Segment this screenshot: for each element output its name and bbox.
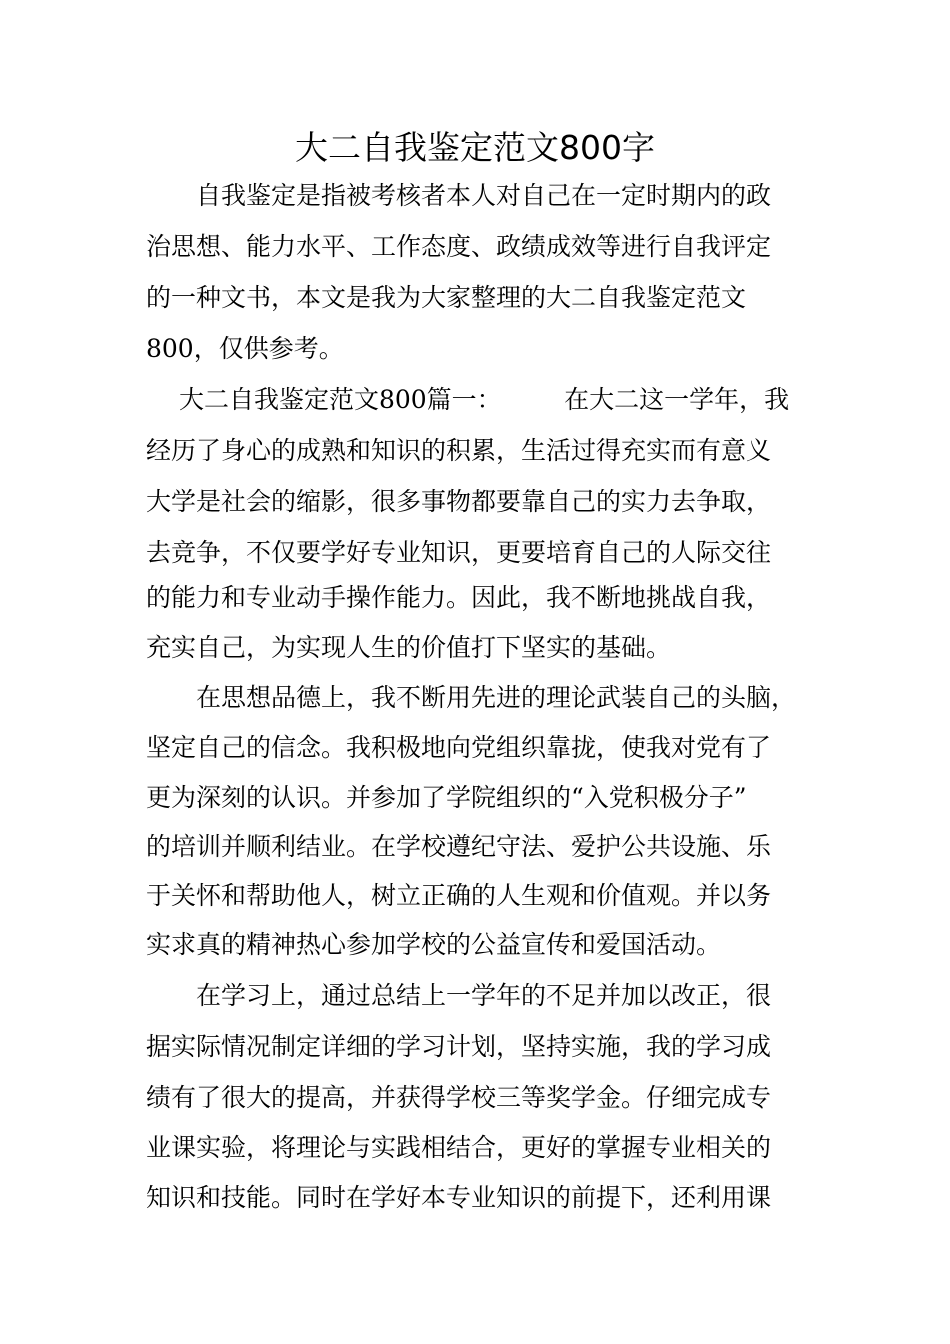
text-line: 知识和技能。同时在学好本专业知识的前提下，还利用课 bbox=[146, 1183, 772, 1212]
text-line: 实求真的精神热心参加学校的公益宣传和爱国活动。 bbox=[146, 930, 722, 959]
text-line: 经历了身心的成熟和知识的积累，生活过得充实而有意义 bbox=[146, 436, 772, 465]
text-line: 坚定自己的信念。我积极地向党组织靠拢，使我对党有了 bbox=[146, 733, 772, 762]
text-line: 去竞争，不仅要学好专业知识，更要培育自己的人际交往 bbox=[146, 538, 772, 567]
text-line: 的一种文书，本文是我为大家整理的大二自我鉴定范文 bbox=[146, 283, 747, 312]
text-line: 大二自我鉴定范文800篇一： 在大二这一学年，我 bbox=[146, 385, 790, 414]
text-line: 的能力和专业动手操作能力。因此，我不断地挑战自我， bbox=[146, 583, 772, 612]
text-line: 800，仅供参考。 bbox=[146, 334, 344, 363]
text-line: 治思想、能力水平、工作态度、政绩成效等进行自我评定 bbox=[146, 232, 772, 261]
text-line: 绩有了很大的提高，并获得学校三等奖学金。仔细完成专 bbox=[146, 1083, 772, 1112]
text-line: 充实自己，为实现人生的价值打下坚实的基础。 bbox=[146, 633, 672, 662]
text-line: 在学习上，通过总结上一学年的不足并加以改正，很 bbox=[146, 981, 772, 1010]
document-title: 大二自我鉴定范文800字 bbox=[295, 128, 655, 167]
text-line: 在思想品德上，我不断用先进的理论武装自己的头脑， bbox=[146, 683, 797, 712]
text-line: 的培训并顺利结业。在学校遵纪守法、爱护公共设施、乐 bbox=[146, 832, 772, 861]
text-line: 更为深刻的认识。并参加了学院组织的“入党积极分子” bbox=[146, 783, 747, 812]
text-line: 于关怀和帮助他人，树立正确的人生观和价值观。并以务 bbox=[146, 881, 772, 910]
text-line: 大学是社会的缩影，很多事物都要靠自己的实力去争取， bbox=[146, 487, 772, 516]
text-line: 据实际情况制定详细的学习计划，坚持实施，我的学习成 bbox=[146, 1032, 772, 1061]
text-line: 业课实验，将理论与实践相结合，更好的掌握专业相关的 bbox=[146, 1133, 772, 1162]
text-line: 自我鉴定是指被考核者本人对自己在一定时期内的政 bbox=[146, 181, 772, 210]
